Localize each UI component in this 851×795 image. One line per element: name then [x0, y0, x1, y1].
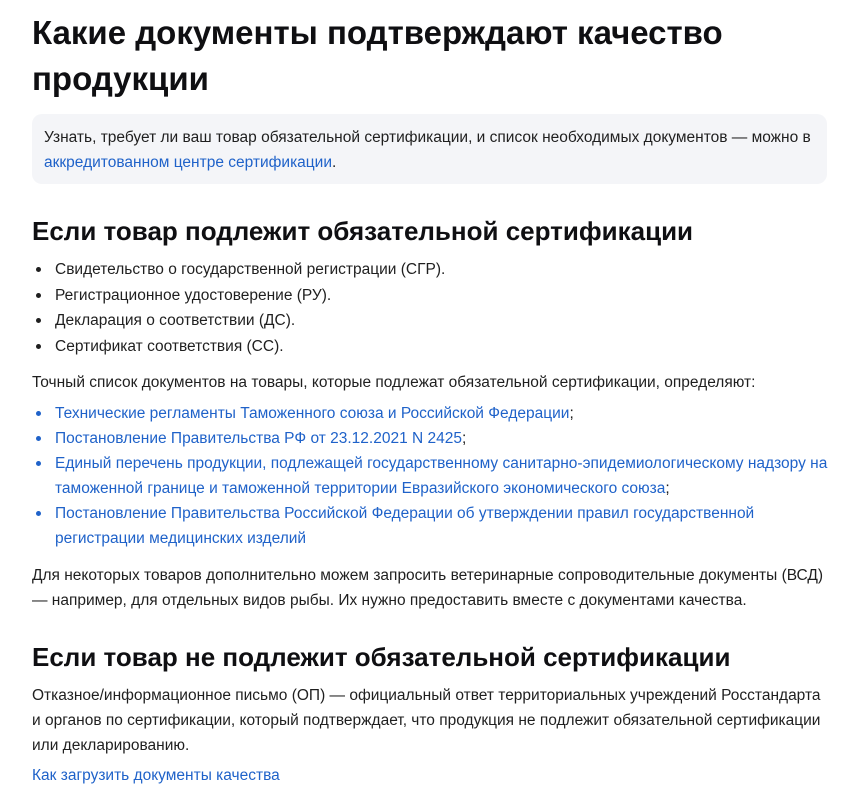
regulation-link-technical[interactable]: Технические регламенты Таможенного союза и Российской Федерации — [55, 405, 570, 422]
bullet-icon — [36, 293, 41, 298]
list-item — [32, 257, 832, 283]
list-item — [32, 426, 832, 451]
page-title: Какие документы подтверждают качество продукции — [32, 14, 723, 97]
list-item — [32, 451, 832, 501]
bullet-icon — [36, 411, 41, 416]
list-item — [32, 501, 832, 551]
document-item: Регистрационное удостоверение (РУ). — [55, 286, 332, 304]
vet-documents-note: Для некоторых товаров дополнительно можем запросить ветеринарные сопроводительные документы (ВСД) — например, для отдельных видов рыбы. Их нужно предоставить вместе с документами качества. — [32, 567, 824, 609]
list-item — [32, 283, 832, 309]
refusal-letter-text: Отказное/информационное письмо (ОП) — официальный ответ территориальных учреждений Росстандарта и органов по сертификации, который подтверждает, что продукция не подлежит обязательной сертификации или декларированию. — [32, 687, 821, 754]
regulation-link-decree-2425[interactable]: Постановление Правительства РФ от 23.12.2021 N 2425 — [55, 430, 462, 447]
bullet-icon — [36, 344, 41, 349]
upload-documents-link[interactable]: Как загрузить документы качества — [32, 767, 280, 784]
notice-suffix: . — [332, 154, 337, 171]
bullet-icon — [36, 318, 41, 323]
certification-center-link[interactable]: аккредитованном центре сертификации — [44, 154, 332, 171]
documents-list — [32, 257, 832, 359]
bullet-icon — [36, 436, 41, 441]
bullet-icon — [36, 511, 41, 516]
regulations-list — [32, 401, 832, 551]
regulation-suffix: ; — [462, 430, 467, 447]
bullet-icon — [36, 461, 41, 466]
document-item: Сертификат соответствия (СС). — [55, 337, 284, 355]
list-item — [32, 308, 832, 334]
defined-by-intro: Точный список документов на товары, которые подлежат обязательной сертификации, определяют: — [32, 374, 756, 391]
regulation-link-medical-devices[interactable]: Постановление Правительства Российской Федерации об утверждении правил государственной регистрации медицинских изделий — [55, 505, 755, 547]
list-item — [32, 401, 832, 426]
regulation-suffix: ; — [665, 480, 670, 497]
section-heading-certified: Если товар подлежит обязательной сертификации — [32, 216, 694, 246]
document-item: Свидетельство о государственной регистрации (СГР). — [55, 261, 446, 278]
section-heading-not-certified: Если товар не подлежит обязательной сертификации — [32, 642, 731, 672]
bullet-icon — [36, 267, 41, 272]
notice-text: Узнать, требует ли ваш товар обязательной сертификации, и список необходимых документов — можно в — [44, 129, 811, 146]
regulation-suffix: ; — [569, 405, 574, 422]
regulation-link-unified-list[interactable]: Единый перечень продукции, подлежащей государственному санитарно-эпидемиологическому надзору на таможенной границе и таможенной территории Евразийского экономического союза — [55, 455, 828, 497]
info-notice — [32, 114, 827, 184]
list-item — [32, 334, 832, 360]
document-item: Декларация о соответствии (ДС). — [55, 312, 296, 329]
